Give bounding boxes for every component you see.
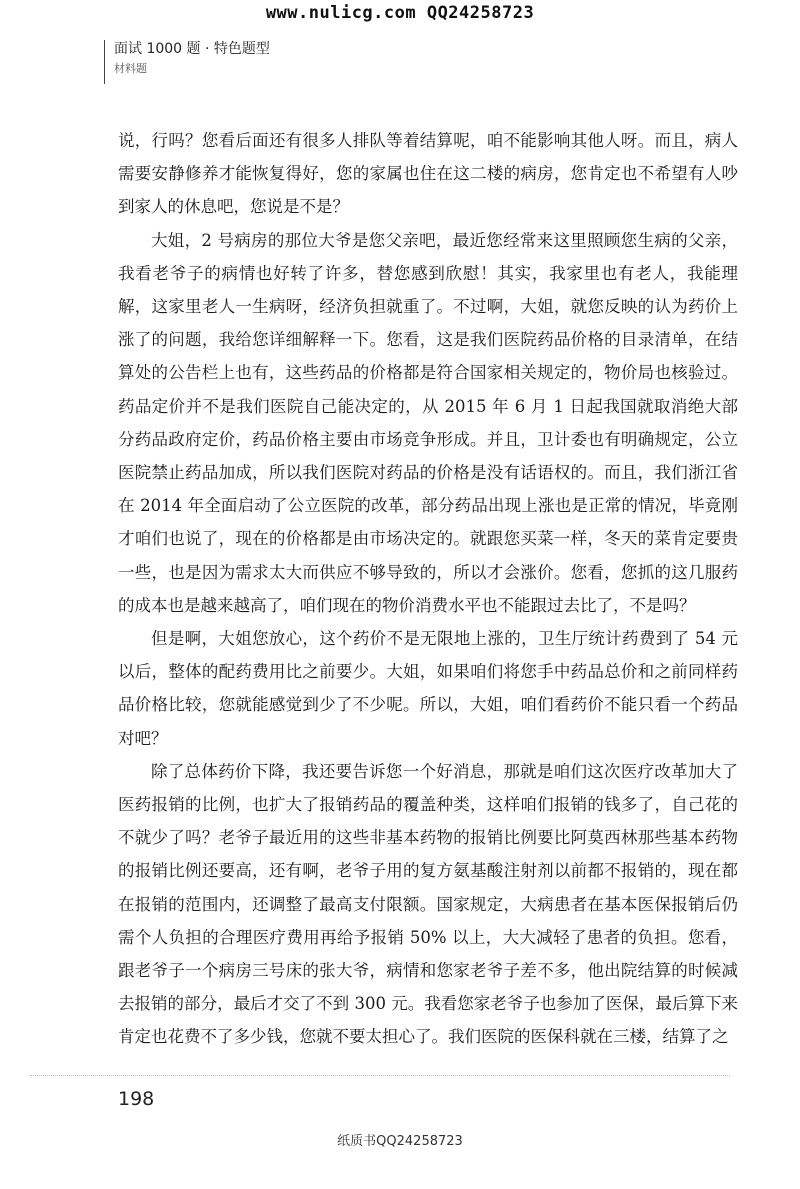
paragraph: 但是啊，大姐您放心，这个药价不是无限地上涨的，卫生厅统计药费到了 54 元以后，整体的配药费用比之前要少。大姐，如果咱们将您手中药品总价和之前同样药品价格比较，您就能感觉到少了不少呢。所以，大姐，咱们看药价不能只看一个药品对吧？ (118, 629, 738, 748)
bottom-watermark: 纸质书QQ24258723 (337, 1134, 463, 1149)
section-label: 材料题 (114, 62, 147, 75)
book-title: 面试 1000 题 · 特色题型 (114, 41, 270, 57)
page-number: 198 (118, 1088, 155, 1110)
paragraph-continued: 说，行吗？您看后面还有很多人排队等着结算呢，咱不能影响其他人呀。而且，病人需要安静修养才能恢复得好，您的家属也住在这二楼的病房，您肯定也不希望有人吵到家人的休息吧，您说是不是？ (118, 131, 738, 217)
paragraph: 除了总体药价下降，我还要告诉您一个好消息，那就是咱们这次医疗改革加大了医药报销的比例，也扩大了报销药品的覆盖种类，这样咱们报销的钱多了，自己花的不就少了吗？老爷子最近用的这些非基本药物的报销比例要比阿莫西林那些基本药物的报销比例还要高，还有啊，老爷子用的复方氨基酸注射剂以前都不报销的，现在都在报销的范围内，还调整了最高支付限额。国家规定，大病患者在基本医保报销后仍需个人负担的合理医疗费用再给予报销 50% 以上，大大减轻了患者的负担。您看，跟老爷子一个病房三号床的张大爷，病情和您家老爷子差不多，他出院结算的时候减去报销的部分，最后才交了不到 300 元。我看您家老爷子也参加了医保，最后算下来肯定也花费不了多少钱，您就不要太担心了。我们医院的医保科就在三楼，结算了之 (118, 761, 738, 1047)
footer-divider (30, 1075, 730, 1076)
body-text (118, 124, 738, 1054)
paragraph: 大姐，2 号病房的那位大爷是您父亲吧，最近您经常来这里照顾您生病的父亲，我看老爷子的病情也好转了许多，替您感到欣慰！其实，我家里也有老人，我能理解，这家里老人一生病呀，经济负担就重了。不过啊，大姐，就您反映的认为药价上涨了的问题，我给您详细解释一下。您看，这是我们医院药品价格的目录清单，在结算处的公告栏上也有，这些药品的价格都是符合国家相关规定的，物价局也核验过。药品定价并不是我们医院自己能决定的，从 2015 年 6 月 1 日起我国就取消绝大部分药品政府定价，药品价格主要由市场竞争形成。并且，卫计委也有明确规定，公立医院禁止药品加成，所以我们医院对药品的价格是没有话语权的。而且，我们浙江省在 2014 年全面启动了公立医院的改革，部分药品出现上涨也是正常的情况，毕竟刚才咱们也说了，现在的价格都是由市场决定的。就跟您买菜一样，冬天的菜肯定要贵一些，也是因为需求太大而供应不够导致的，所以才会涨价。您看，您抓的这几服药的成本也是越来越高了，咱们现在的物价消费水平也不能跟过去比了，不是吗？ (118, 230, 738, 615)
running-header (104, 40, 270, 84)
top-watermark: www.nulicg.com QQ24258723 (265, 3, 535, 23)
